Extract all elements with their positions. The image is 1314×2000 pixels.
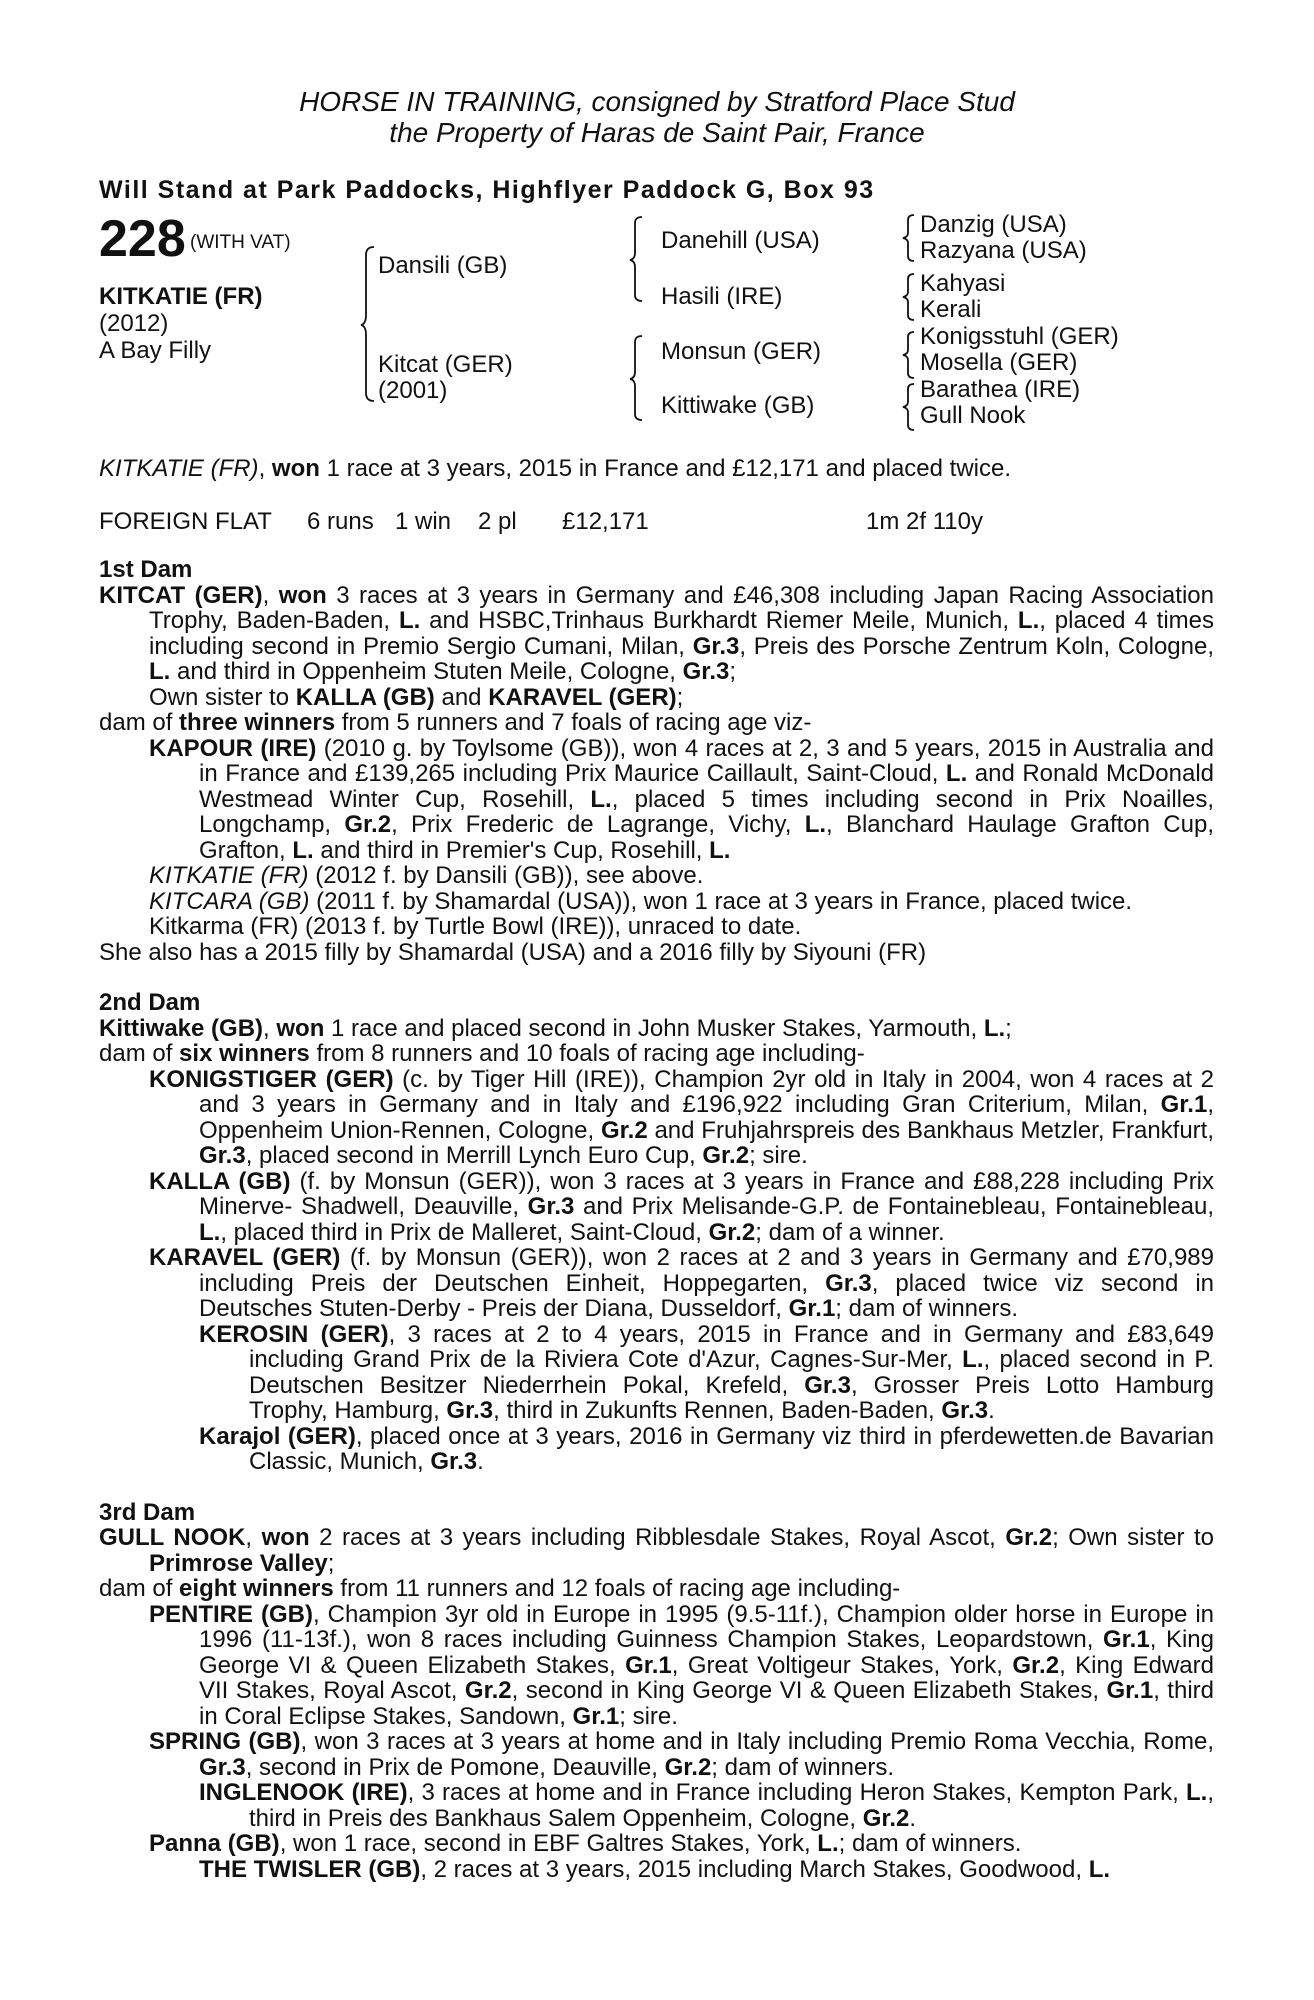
pedigree-dam-sire: Monsun (GER) [661,338,822,365]
pedigree-brace-dam [629,334,647,424]
property-line: the Property of Haras de Saint Pair, France [389,117,925,148]
consignor-line: HORSE IN TRAINING, consigned by Stratford Place Stud [299,86,1015,117]
pedigree-brace-sd [902,272,918,322]
horse-description: A Bay Filly [99,337,212,364]
pedigree-dam-dam: Kittiwake (GB) [661,392,815,419]
form-runs: 6 runs [307,508,374,535]
pedigree-brace-sire-dam [360,245,380,405]
pedigree-sire-sire: Danehill (USA) [661,227,820,254]
produce-kitcara: KITCARA (GB) (2011 f. by Shamardal (USA)), won 1 race at 3 years in France, placed twice. [149,887,1133,915]
second-dam-entry: Kittiwake (GB), won 1 race and placed second in John Musker Stakes, Yarmouth, L.; [99,1014,1012,1042]
pedigree-dam-year: (2001) [378,377,448,404]
pedigree-ssd: Razyana (USA) [920,237,1087,264]
first-dam-entry: KITCAT (GER), won 3 races at 3 years in Germany and £46,308 including Japan Racing Association Trophy, Baden-Baden, L. and HSBC,Trinhaus Burkhardt Riemer Meile, Munich, L., placed 4 times including second in Premio Sergio Cumani, Milan, Gr.3, Preis des Porsche Zentrum Koln, Cologne, L. and third in Oppenheim Stuten Meile, Cologne, Gr.3; Own sister to KALLA (GB) and KARAVEL (GER); [99,581,1215,711]
vat-label: (WITH VAT) [190,232,291,253]
pedigree-sdd: Kerali [920,296,982,323]
pedigree-ddd: Gull Nook [920,402,1026,429]
produce-spring: SPRING (GB), won 3 races at 3 years at home and in Italy including Premio Roma Vecchia, Rome, Gr.3, second in Prix de Pomone, Deauville, Gr.2; dam of winners. [149,1728,1214,1781]
form-distance: 1m 2f 110y [866,508,983,535]
pedigree-sss: Danzig (USA) [920,211,1067,238]
first-dam-heading: 1st Dam [99,556,193,583]
dam-pages [99,557,1214,1882]
second-dam-heading: 2nd Dam [99,989,201,1016]
pedigree-brace-ds [902,330,918,380]
pedigree-dam: Kitcat (GER) [378,351,513,378]
form-places: 2 pl [478,508,517,535]
produce-konigstiger: KONIGSTIGER (GER) (c. by Tiger Hill (IRE)), Champion 2yr old in Italy in 2004, won 4 races at 2 and 3 years in Germany and in Italy and £196,922 including Gran Criterium, Milan, Gr.1, Oppenheim Union-Rennen, Cologne, Gr.2 and Fruhjahrspreis des Bankhaus Metzler, Frankfurt, Gr.3, placed second in Merrill Lynch Euro Cup, Gr.2; sire. [149,1065,1215,1169]
produce-kitkatie: KITKATIE (FR) (2012 f. by Dansili (GB)), see above. [149,862,704,889]
form-earnings: £12,171 [562,508,649,535]
form-label: FOREIGN FLAT [99,508,272,535]
third-dam-entry: GULL NOOK, won 2 races at 3 years including Ribblesdale Stakes, Royal Ascot, Gr.2; Own sister to Primrose Valley; [99,1524,1215,1577]
pedigree-brace-ss [902,213,918,263]
pedigree-sire-dam: Hasili (IRE) [661,283,783,310]
produce-karajol: Karajol (GER), placed once at 3 years, 2016 in Germany viz third in pferdewetten.de Bavarian Classic, Munich, Gr.3. [199,1422,1214,1475]
stand-location: Will Stand at Park Paddocks, Highflyer Paddock G, Box 93 [99,176,875,204]
second-dam-produce-summary: dam of six winners from 8 runners and 10 foals of racing age including- [99,1040,865,1067]
pedigree-dsd: Mosella (GER) [920,349,1078,376]
produce-karavel: KARAVEL (GER) (f. by Monsun (GER)), won 2 races at 2 and 3 years in Germany and £70,989 including Preis der Deutschen Einheit, Hoppegarten, Gr.3, placed twice viz second in Deutsches Stuten-Derby - Preis der Diana, Dusseldorf, Gr.1; dam of winners. [149,1244,1215,1322]
pedigree-dds: Barathea (IRE) [920,376,1081,403]
pedigree-brace-dd [902,382,918,432]
pedigree-sire: Dansili (GB) [378,252,508,279]
produce-kapour: KAPOUR (IRE) (2010 g. by Toylsome (GB)), won 4 races at 2, 3 and 5 years, 2015 in Australia and in France and £139,265 including Prix Maurice Caillault, Saint-Cloud, L. and Ronald McDonald Westmead Winter Cup, Rosehill, L., placed 5 times including second in Prix Noailles, Longchamp, Gr.2, Prix Frederic de Lagrange, Vichy, L., Blanchard Haulage Grafton Cup, Grafton, L. and third in Premier's Cup, Rosehill, L. [149,734,1215,864]
produce-the-twisler: THE TWISLER (GB), 2 races at 3 years, 2015 including March Stakes, Goodwood, L. [199,1855,1111,1883]
pedigree-brace-sire [629,215,647,305]
first-dam-also: She also has a 2015 filly by Shamardal (USA) and a 2016 filly by Siyouni (FR) [99,938,927,966]
third-dam-produce-summary: dam of eight winners from 11 runners and 12 foals of racing age including- [99,1575,901,1602]
produce-kitkarma: Kitkarma (FR) (2013 f. by Turtle Bowl (IRE)), unraced to date. [149,913,802,940]
produce-pentire: PENTIRE (GB), Champion 3yr old in Europe in 1995 (9.5-11f.), Champion older horse in Europe in 1996 (11-13f.), won 8 races including Guinness Champion Stakes, Leopardstown, Gr.1, King George VI & Queen Elizabeth Stakes, Gr.1, Great Voltigeur Stakes, York, Gr.2, King Edward VII Stakes, Royal Ascot, Gr.2, second in King George VI & Queen Elizabeth Stakes, Gr.1, third in Coral Eclipse Stakes, Sandown, Gr.1; sire. [149,1600,1214,1730]
produce-kalla: KALLA (GB) (f. by Monsun (GER)), won 3 races at 3 years in France and £88,228 including Prix Minerve- Shadwell, Deauville, Gr.3 and Prix Melisande-G.P. de Fontainebleau, Fontainebleau, L., placed third in Prix de Malleret, Saint-Cloud, Gr.2; dam of a winner. [149,1167,1215,1246]
summary-text: 1 race at 3 years, 2015 in France and £12,171 and placed twice. [319,455,1012,482]
first-dam-produce-summary: dam of three winners from 5 runners and 7 foals of racing age viz- [99,709,812,736]
horse-name: KITKATIE (FR) [99,283,263,310]
produce-inglenook: INGLENOOK (IRE), 3 races at home and in France including Heron Stakes, Kempton Park, L., third in Preis des Bankhaus Salem Oppenheim, Cologne, Gr.2. [199,1779,1214,1832]
foaling-year: (2012) [99,310,169,337]
produce-kerosin: KEROSIN (GER), 3 races at 2 to 4 years, 2015 in France and in Germany and £83,649 including Grand Prix de la Riviera Cote d'Azur, Cagnes-Sur-Mer, L., placed second in P. Deutschen Besitzer Niederrhein Pokal, Krefeld, Gr.3, Grosser Preis Lotto Hamburg Trophy, Hamburg, Gr.3, third in Zukunfts Rennen, Baden-Baden, Gr.3. [199,1320,1215,1424]
pedigree-sds: Kahyasi [920,270,1006,297]
third-dam-heading: 3rd Dam [99,1498,196,1526]
produce-panna: Panna (GB), won 1 race, second in EBF Galtres Stakes, York, L.; dam of winners. [149,1830,1022,1857]
form-wins: 1 win [395,508,452,535]
pedigree-dss: Konigsstuhl (GER) [920,323,1119,350]
lot-number: 228 [99,210,186,268]
race-summary: KITKATIE (FR), won 1 race at 3 years, 2015 in France and £12,171 and placed twice. [99,455,1012,482]
summary-won: won [271,455,320,482]
summary-name: KITKATIE (FR) [99,455,259,482]
